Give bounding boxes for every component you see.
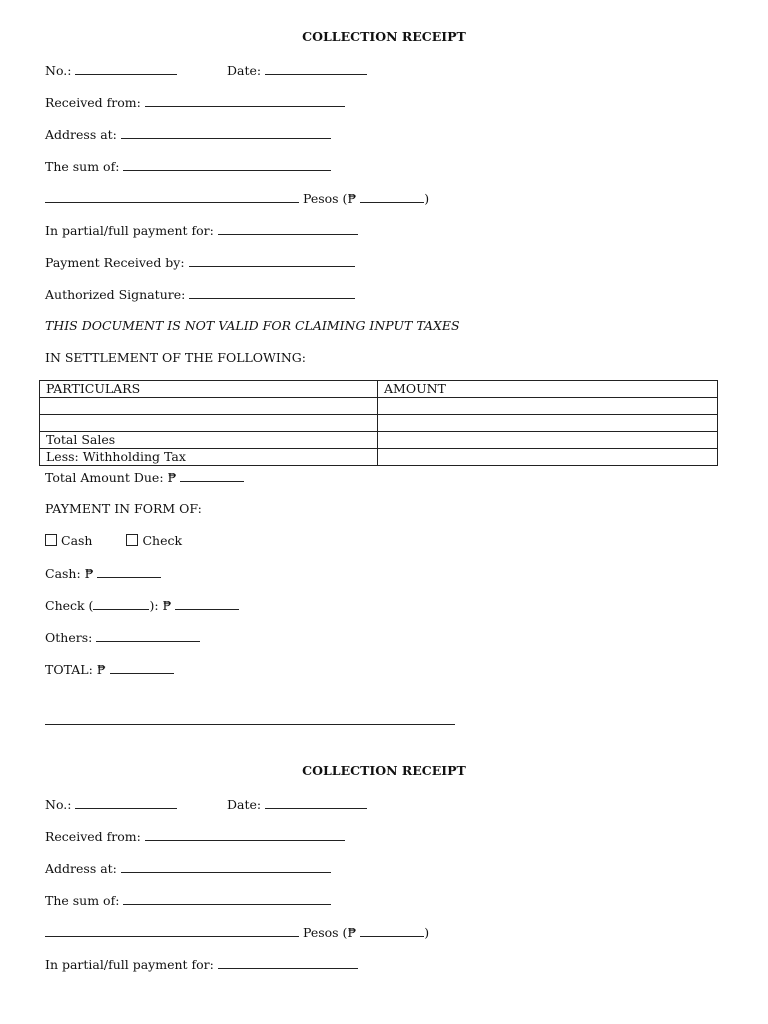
- partial-payment-field[interactable]: [218, 222, 358, 235]
- cash-amount-field[interactable]: [97, 565, 161, 578]
- signature-label: Authorized Signature:: [45, 287, 186, 302]
- number-field[interactable]: [75, 796, 177, 809]
- check-label-open: Check (: [45, 598, 94, 613]
- sum-row: [45, 158, 331, 175]
- total-sales-label: Total Sales: [40, 432, 378, 449]
- total-due-row: [45, 469, 244, 486]
- received-by-field[interactable]: [189, 254, 355, 267]
- receipt-title: COLLECTION RECEIPT: [302, 763, 466, 778]
- signature-row: [45, 286, 355, 303]
- received-from-field[interactable]: [145, 828, 345, 841]
- withholding-tax-label: Less: Withholding Tax: [40, 449, 378, 466]
- others-field[interactable]: [96, 629, 200, 642]
- pesos-row: [45, 924, 429, 941]
- pesos-label: Pesos (₱: [302, 191, 357, 206]
- cash-amount-label: Cash: ₱: [45, 566, 94, 581]
- cut-line-divider: [45, 724, 455, 725]
- table-row-total-sales: [40, 432, 718, 449]
- pesos-label: Pesos (₱: [302, 925, 357, 940]
- received-from-row: [45, 828, 345, 845]
- pesos-amount-field[interactable]: [360, 190, 424, 203]
- settlement-table: [39, 380, 718, 466]
- settlement-heading: IN SETTLEMENT OF THE FOLLOWING:: [45, 350, 306, 365]
- check-label-close: ): ₱: [149, 598, 172, 613]
- total-sales-amount-cell[interactable]: [378, 432, 718, 449]
- date-field[interactable]: [265, 796, 367, 809]
- received-from-field[interactable]: [145, 94, 345, 107]
- payment-options-row: [45, 533, 182, 549]
- amount-cell[interactable]: [378, 415, 718, 432]
- payment-form-heading: PAYMENT IN FORM OF:: [45, 501, 202, 516]
- number-label: No.:: [45, 797, 72, 812]
- received-from-row: [45, 94, 345, 111]
- table-row: [40, 415, 718, 432]
- sum-label: The sum of:: [45, 159, 120, 174]
- pesos-amount-field[interactable]: [360, 924, 424, 937]
- date-field[interactable]: [265, 62, 367, 75]
- others-row: [45, 629, 200, 646]
- sum-row: [45, 892, 331, 909]
- check-number-field[interactable]: [93, 597, 149, 610]
- withholding-tax-amount-cell[interactable]: [378, 449, 718, 466]
- partial-payment-field[interactable]: [218, 956, 358, 969]
- amount-cell[interactable]: [378, 398, 718, 415]
- checkbox-icon: [126, 534, 138, 546]
- check-amount-field[interactable]: [175, 597, 239, 610]
- total-due-label: Total Amount Due: ₱: [45, 470, 177, 485]
- check-amount-row: [45, 597, 239, 614]
- cash-option-label: Cash: [61, 533, 93, 548]
- date-row: [227, 796, 367, 813]
- receipt-number-row: [45, 796, 177, 813]
- total-label: TOTAL: ₱: [45, 662, 106, 677]
- sum-field[interactable]: [123, 892, 331, 905]
- others-label: Others:: [45, 630, 93, 645]
- address-label: Address at:: [45, 861, 117, 876]
- receipt-number-row: [45, 62, 177, 79]
- date-label: Date:: [227, 63, 262, 78]
- date-row: [227, 62, 367, 79]
- sum-label: The sum of:: [45, 893, 120, 908]
- pesos-row: [45, 190, 429, 207]
- cash-checkbox[interactable]: [45, 533, 92, 548]
- total-row: [45, 661, 174, 678]
- table-header-row: [40, 381, 718, 398]
- amount-words-field[interactable]: [45, 190, 299, 203]
- number-label: No.:: [45, 63, 72, 78]
- received-by-label: Payment Received by:: [45, 255, 185, 270]
- check-checkbox[interactable]: [126, 533, 182, 548]
- address-label: Address at:: [45, 127, 117, 142]
- disclaimer-text: THIS DOCUMENT IS NOT VALID FOR CLAIMING INPUT TAXES: [45, 318, 460, 333]
- received-from-label: Received from:: [45, 829, 141, 844]
- partial-payment-row: [45, 956, 358, 973]
- partial-payment-label: In partial/full payment for:: [45, 957, 214, 972]
- check-option-label: Check: [142, 533, 183, 548]
- received-from-label: Received from:: [45, 95, 141, 110]
- particulars-cell[interactable]: [40, 415, 378, 432]
- receipt-title: COLLECTION RECEIPT: [302, 29, 466, 44]
- address-field[interactable]: [121, 860, 331, 873]
- particulars-cell[interactable]: [40, 398, 378, 415]
- cash-amount-row: [45, 565, 161, 582]
- address-row: [45, 126, 331, 143]
- total-due-field[interactable]: [180, 469, 244, 482]
- table-row-withholding-tax: [40, 449, 718, 466]
- table-row: [40, 398, 718, 415]
- amount-words-field[interactable]: [45, 924, 299, 937]
- number-field[interactable]: [75, 62, 177, 75]
- address-row: [45, 860, 331, 877]
- received-by-row: [45, 254, 355, 271]
- partial-payment-row: [45, 222, 358, 239]
- address-field[interactable]: [121, 126, 331, 139]
- signature-field[interactable]: [189, 286, 355, 299]
- pesos-close: ): [424, 191, 430, 206]
- date-label: Date:: [227, 797, 262, 812]
- sum-field[interactable]: [123, 158, 331, 171]
- total-field[interactable]: [110, 661, 174, 674]
- particulars-header: PARTICULARS: [40, 381, 378, 398]
- amount-header: AMOUNT: [378, 381, 718, 398]
- partial-payment-label: In partial/full payment for:: [45, 223, 214, 238]
- checkbox-icon: [45, 534, 57, 546]
- pesos-close: ): [424, 925, 430, 940]
